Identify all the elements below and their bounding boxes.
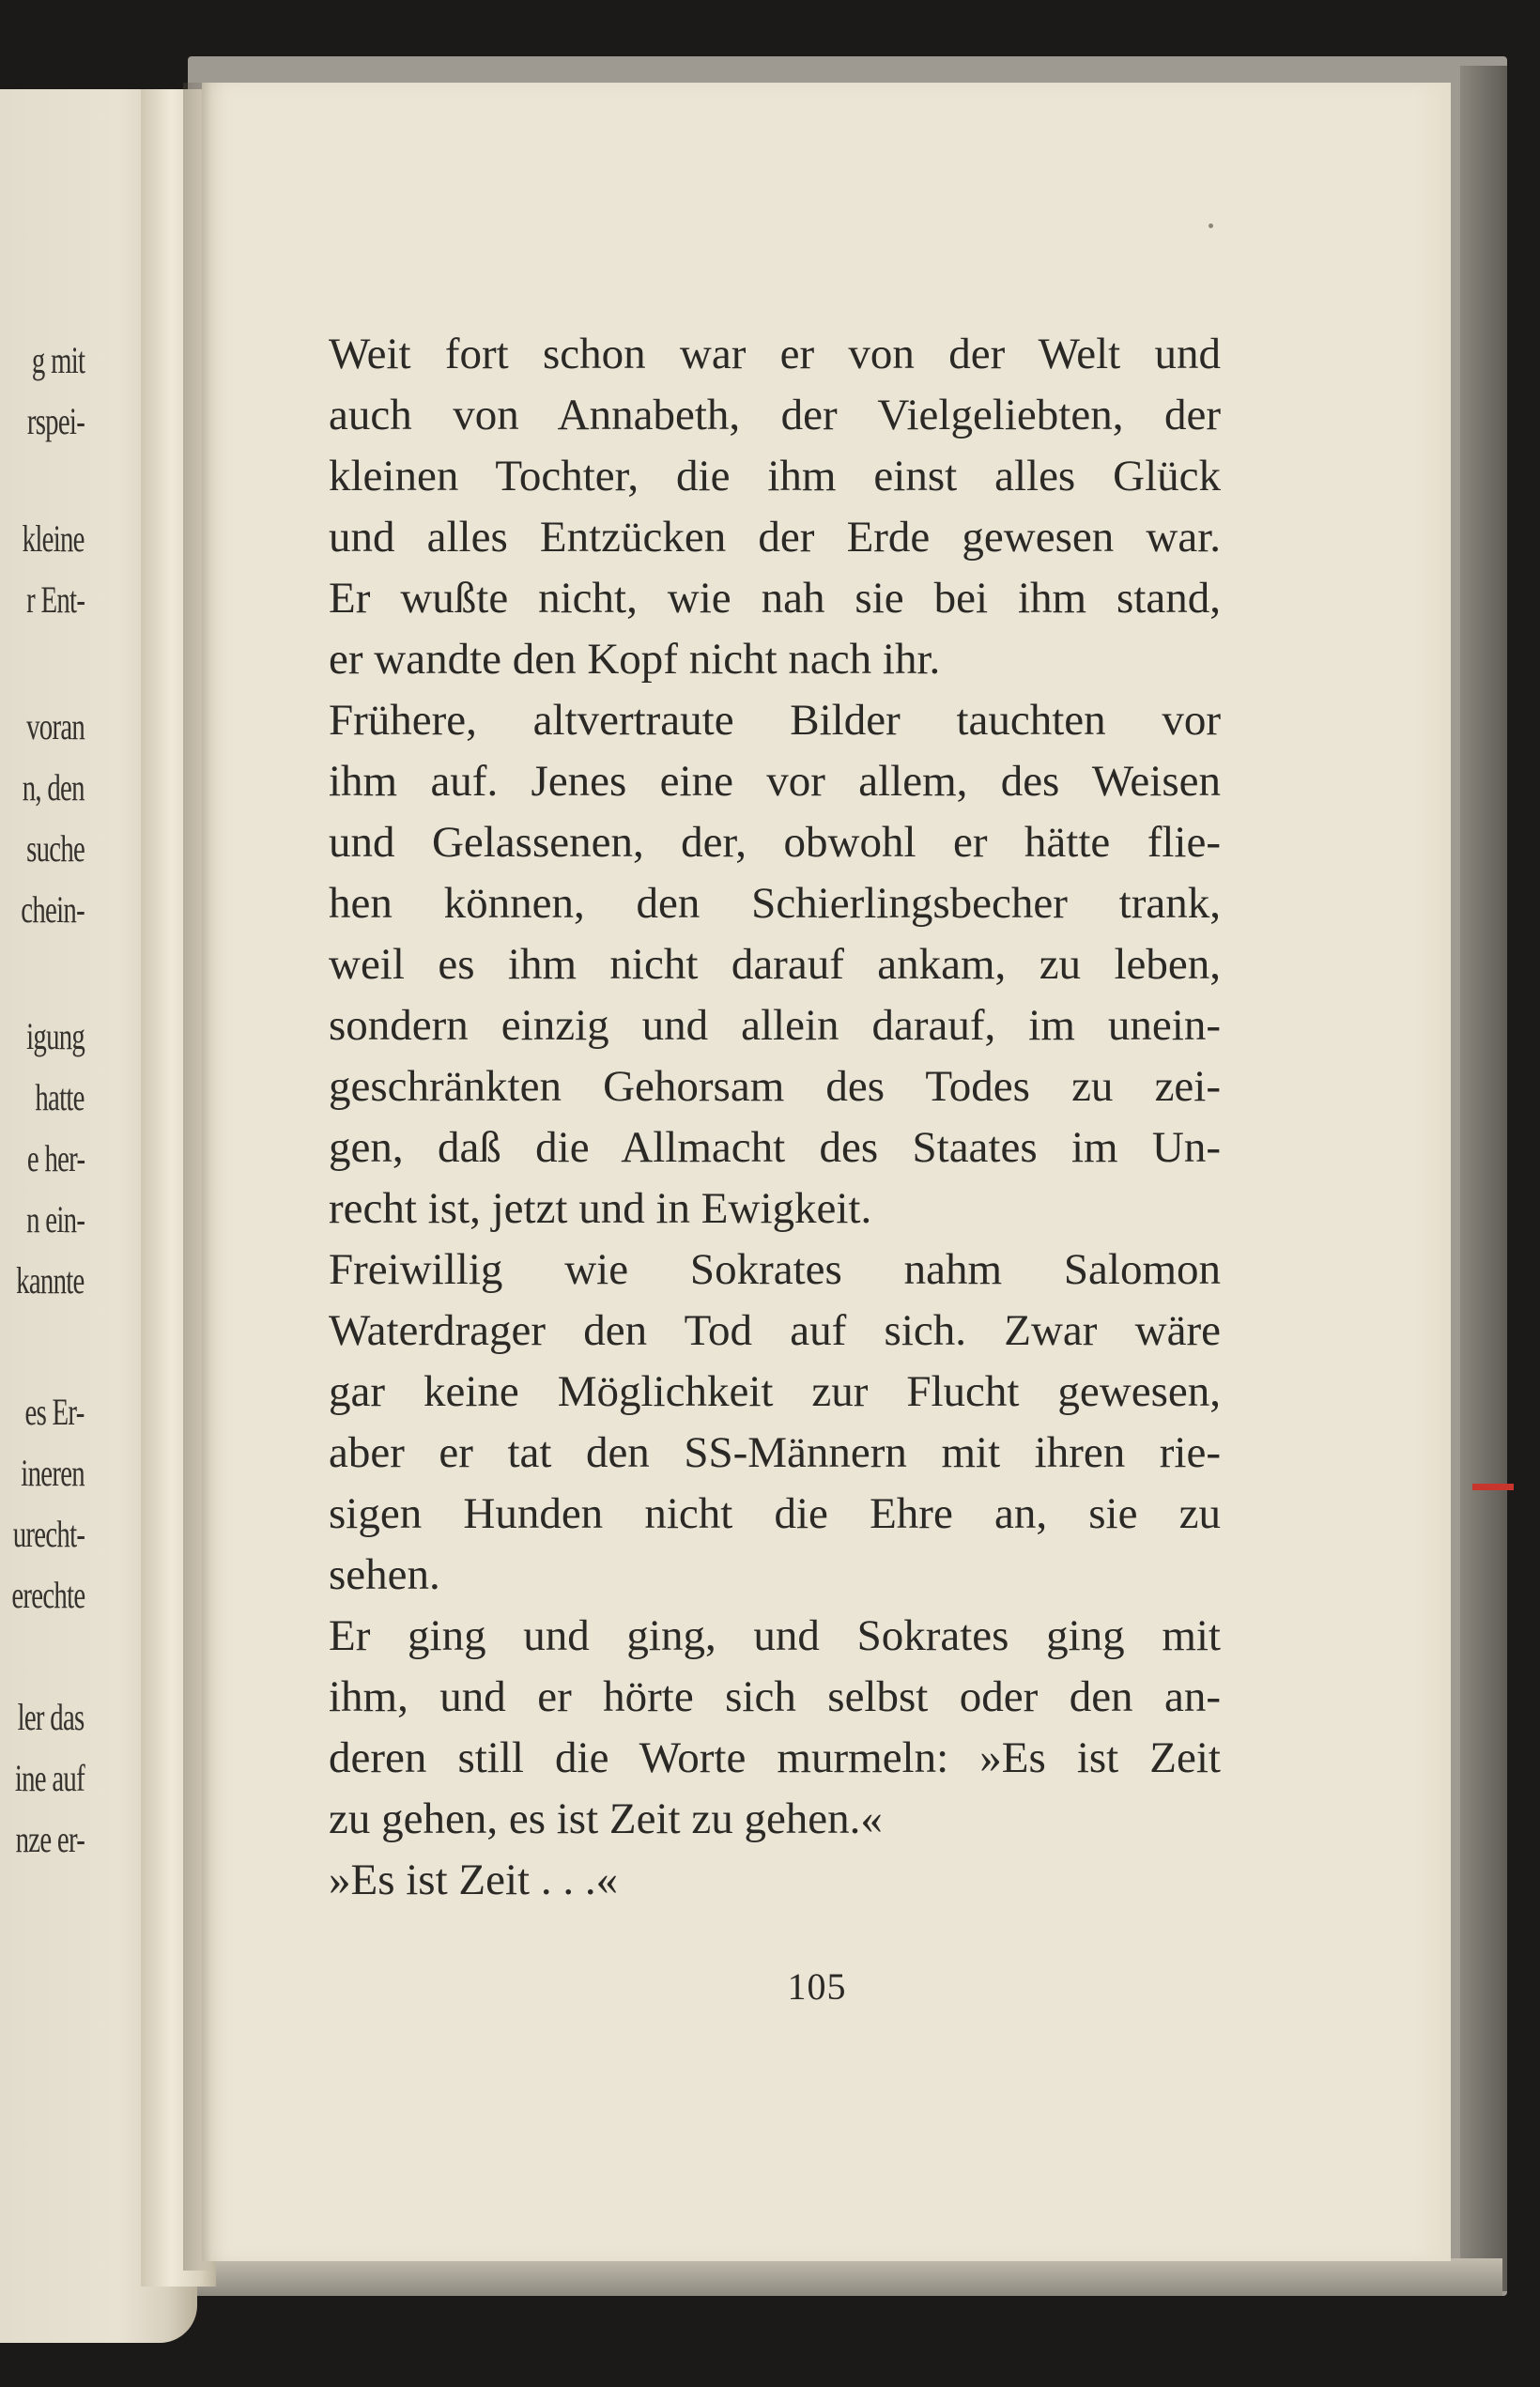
text-line: Freiwillig wie Sokrates nahm Salomon [329,1245,1221,1294]
text-line: ihm, und er hörte sich selbst oder den an- [329,1672,1221,1721]
text-line: recht ist, jetzt und in Ewigkeit. [329,1184,872,1233]
text-line: Weit fort schon war er von der Welt und [329,330,1221,378]
page-body-text [329,324,1221,1911]
left-page-fragment: rspei- [26,400,85,442]
book-bottom-edge [188,2258,1502,2296]
text-line: Waterdrager den Tod auf sich. Zwar wäre [329,1306,1221,1355]
paper-speck [1209,223,1213,228]
spine-shadow [183,83,211,2271]
left-page-fragment: es Er- [24,1391,85,1433]
left-page-fragment: r Ent- [25,578,85,621]
text-line: deren still die Worte murmeln: »Es ist Zeit [329,1733,1221,1782]
left-page-fragment: erechte [10,1574,85,1616]
text-line: aber er tat den SS-Männern mit ihren rie- [329,1428,1221,1477]
text-line: geschränkten Gehorsam des Todes zu zei- [329,1062,1221,1111]
text-line: gen, daß die Allmacht des Staates im Un- [329,1123,1221,1172]
text-line: »Es ist Zeit . . .« [329,1856,619,1904]
text-line: und alles Entzücken der Erde gewesen war. [329,513,1221,562]
left-page-fragment: chein- [21,888,85,931]
text-line: hen können, den Schierlingsbecher trank, [329,879,1221,928]
text-line: Frühere, altvertraute Bilder tauchten vor [329,696,1221,745]
left-page-fragment: ine auf [14,1757,85,1799]
text-line: sehen. [329,1550,440,1599]
left-page-fragment: g mit [31,339,85,381]
left-page-fragment: e her- [26,1137,85,1179]
page-number: 105 [787,1965,847,2008]
left-page-fragment: suche [26,827,85,870]
book-cover-spine-edge [1460,66,1507,2291]
left-page-fragment: urecht- [12,1513,85,1555]
text-line: Er wußte nicht, wie nah sie bei ihm stand, [329,574,1221,623]
left-page-fragment: voran [26,705,85,747]
left-page-fragment: n ein- [25,1198,85,1240]
text-line: sondern einzig und allein darauf, im unein- [329,1001,1221,1050]
left-page-fragment: hatte [35,1076,85,1118]
text-line: ihm auf. Jenes eine vor allem, des Weisen [329,757,1221,806]
text-line: er wandte den Kopf nicht nach ihr. [329,635,941,684]
left-page-fragment: n, den [22,766,85,808]
text-line: Er ging und ging, und Sokrates ging mit [329,1611,1221,1660]
text-line: kleinen Tochter, die ihm einst alles Glück [329,452,1221,500]
text-line: gar keine Möglichkeit zur Flucht gewesen, [329,1367,1221,1416]
text-line: weil es ihm nicht darauf ankam, zu leben, [329,940,1221,989]
text-line: auch von Annabeth, der Vielgeliebten, der [329,391,1221,439]
left-page-fragment: ler das [18,1696,85,1738]
text-line: und Gelassenen, der, obwohl er hätte flie- [329,818,1221,867]
text-line: sigen Hunden nicht die Ehre an, sie zu [329,1489,1221,1538]
left-page-fragment: igung [25,1015,85,1057]
left-page-fragment: kannte [16,1259,85,1301]
left-page-fragment: kleine [22,517,85,560]
left-page-fragment: nze er- [15,1818,85,1860]
text-line: zu gehen, es ist Zeit zu gehen.« [329,1794,883,1843]
bookmark-ribbon [1472,1484,1514,1490]
left-page-fragment: ineren [21,1452,85,1494]
